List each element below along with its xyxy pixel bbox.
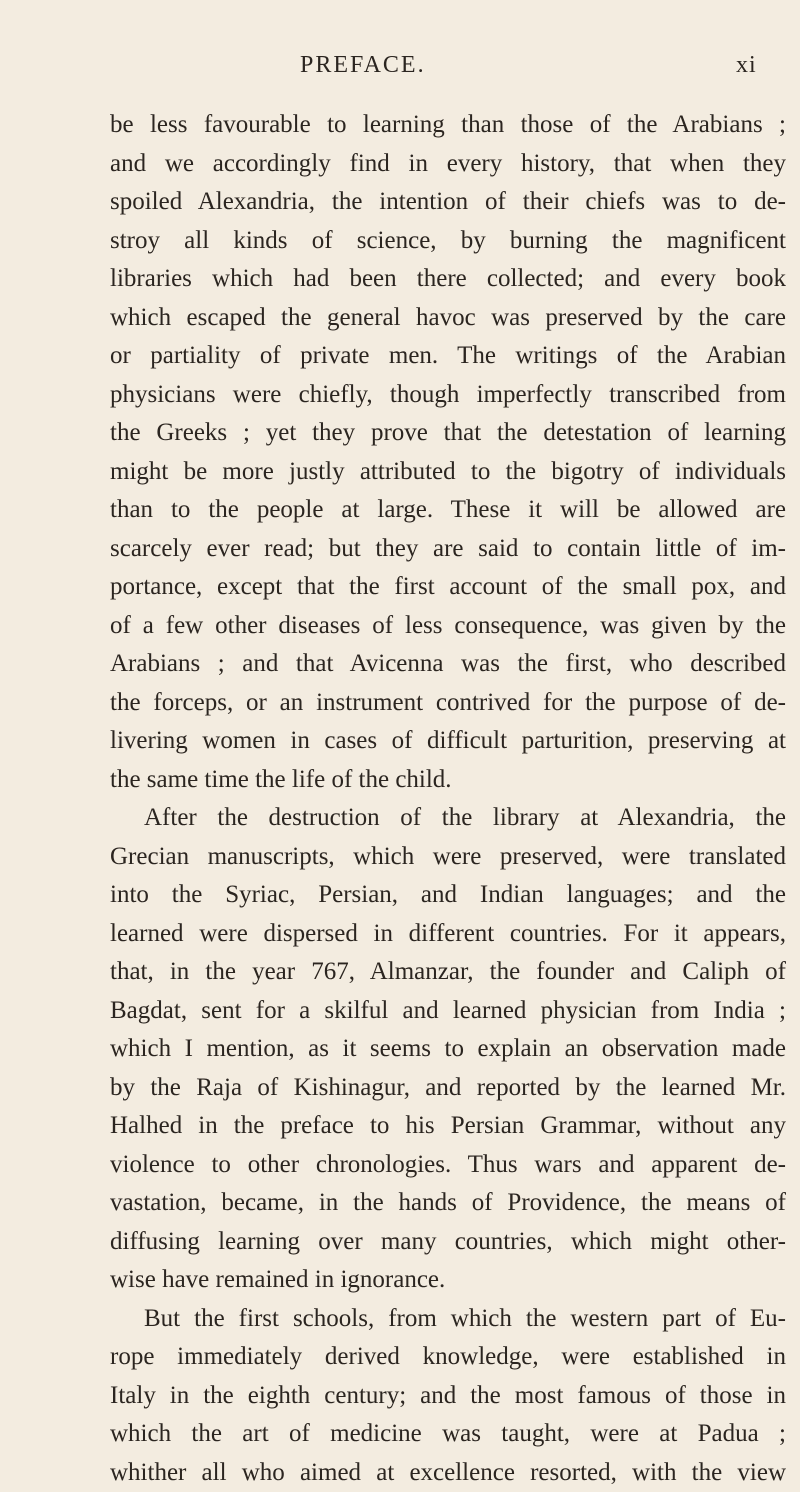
text-line: portance, except that the first account of the small pox, and (110, 568, 786, 607)
body-text (110, 106, 786, 1492)
text-line: the Greeks ; yet they prove that the detestation of learning (110, 414, 786, 453)
paragraph-end-line: the same time the life of the child. (110, 761, 786, 800)
text-line: learned were dispersed in different countries. For it appears, (110, 915, 786, 954)
text-line: which the art of medicine was taught, were at Padua ; (110, 1415, 786, 1454)
text-line: Halhed in the preface to his Persian Grammar, without any (110, 1107, 786, 1146)
text-line: whither all who aimed at excellence resorted, with the view (110, 1454, 786, 1492)
running-head-title: PREFACE. (300, 52, 426, 79)
text-line: Arabians ; and that Avicenna was the first, who described (110, 645, 786, 684)
text-line: which I mention, as it seems to explain an observation made (110, 1030, 786, 1069)
text-line: diffusing learning over many countries, which might other- (110, 1223, 786, 1262)
text-line: rope immediately derived knowledge, were established in (110, 1338, 786, 1377)
text-line: scarcely ever read; but they are said to contain little of im- (110, 530, 786, 569)
text-line: of a few other diseases of less consequence, was given by the (110, 607, 786, 646)
running-head (0, 52, 800, 92)
text-line: spoiled Alexandria, the intention of their chiefs was to de- (110, 183, 786, 222)
text-line: libraries which had been there collected; and every book (110, 260, 786, 299)
text-line: than to the people at large. These it will be allowed are (110, 491, 786, 530)
text-line: into the Syriac, Persian, and Indian languages; and the (110, 876, 786, 915)
text-line: Italy in the eighth century; and the most famous of those in (110, 1377, 786, 1416)
paragraph-start-line: After the destruction of the library at Alexandria, the (110, 799, 786, 838)
text-line: or partiality of private men. The writings of the Arabian (110, 337, 786, 376)
text-line: vastation, became, in the hands of Providence, the means of (110, 1184, 786, 1223)
paragraph-end-line: wise have remained in ignorance. (110, 1261, 786, 1300)
text-line: that, in the year 767, Almanzar, the founder and Caliph of (110, 953, 786, 992)
text-line: might be more justly attributed to the bigotry of individuals (110, 453, 786, 492)
text-line: Grecian manuscripts, which were preserved, were translated (110, 838, 786, 877)
text-line: which escaped the general havoc was preserved by the care (110, 299, 786, 338)
text-line: by the Raja of Kishinagur, and reported by the learned Mr. (110, 1069, 786, 1108)
text-line: violence to other chronologies. Thus wars and apparent de- (110, 1146, 786, 1185)
text-line: livering women in cases of difficult parturition, preserving at (110, 722, 786, 761)
text-line: physicians were chiefly, though imperfectly transcribed from (110, 376, 786, 415)
text-line: Bagdat, sent for a skilful and learned physician from India ; (110, 992, 786, 1031)
text-line: and we accordingly find in every history, that when they (110, 145, 786, 184)
text-line: the forceps, or an instrument contrived for the purpose of de- (110, 684, 786, 723)
text-line: be less favourable to learning than those of the Arabians ; (110, 106, 786, 145)
paragraph-start-line: But the first schools, from which the western part of Eu- (110, 1300, 786, 1339)
text-line: stroy all kinds of science, by burning the magnificent (110, 222, 786, 261)
page-number: xi (736, 52, 757, 79)
